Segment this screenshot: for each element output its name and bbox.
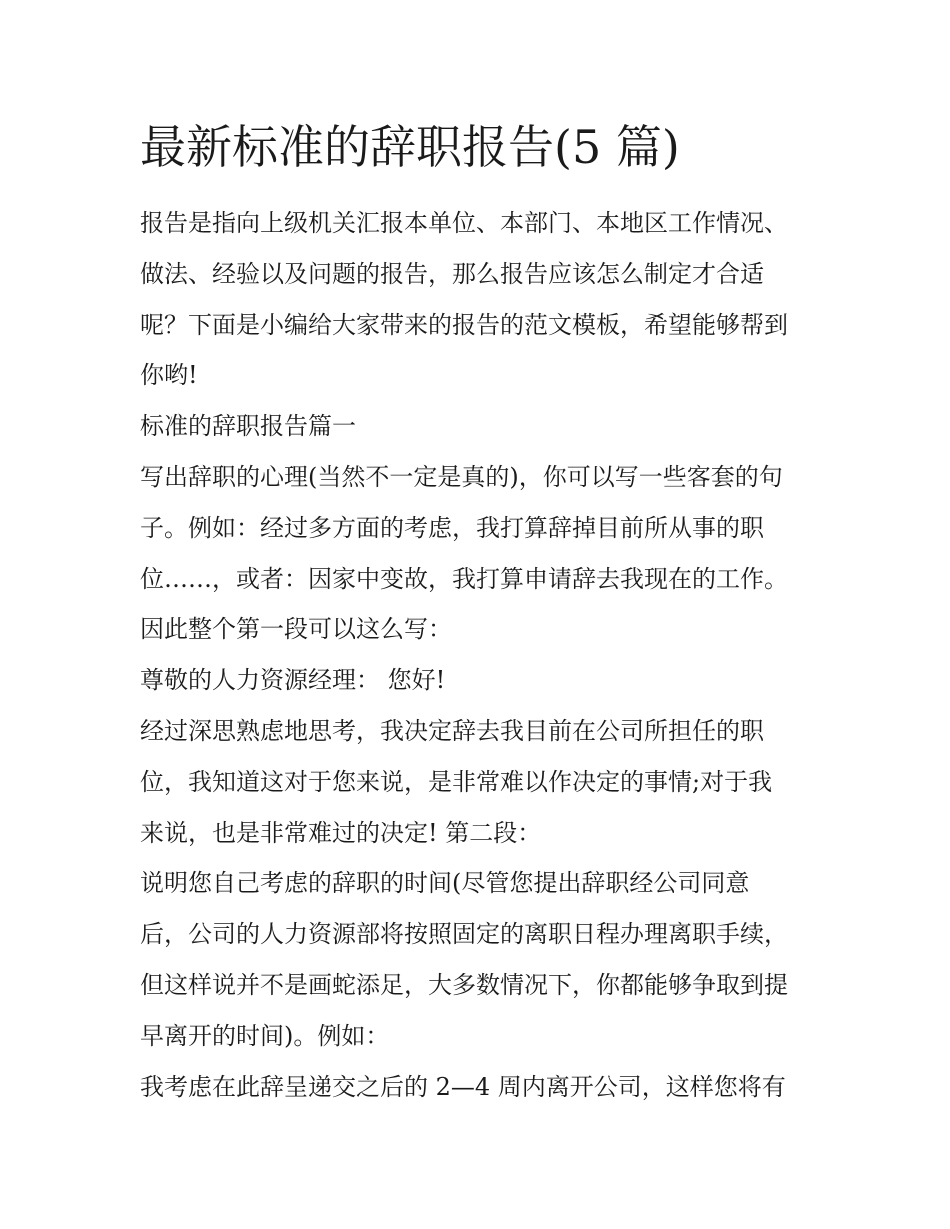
body-line-16: 但这样说并不是画蛇添足，大多数情况下，你都能够争取到提 (140, 970, 788, 999)
body-line-8: 位……，或者：因家中变故，我打算申请辞去我现在的工作。 (140, 564, 788, 593)
body-line-15: 后，公司的人力资源部将按照固定的离职日程办理离职手续， (140, 920, 788, 949)
section-heading: 标准的辞职报告篇一 (140, 412, 356, 441)
body-line-17: 早离开的时间)。例如： (140, 1021, 390, 1050)
body-line-18: 我考虑在此辞呈递交之后的 2—4 周内离开公司，这样您将有 (140, 1072, 786, 1101)
body-line-2: 做法、经验以及问题的报告，那么报告应该怎么制定才合适 (140, 259, 764, 288)
document-body (140, 198, 820, 1112)
body-line-14: 说明您自己考虑的辞职的时间(尽管您提出辞职经公司同意 (140, 869, 750, 898)
document-title: 最新标准的辞职报告(5 篇) (140, 120, 680, 174)
body-line-6: 写出辞职的心理(当然不一定是真的)，你可以写一些客套的句 (140, 462, 783, 491)
body-line-3: 呢？下面是小编给大家带来的报告的范文模板，希望能够帮到 (140, 310, 788, 339)
body-line-7: 子。例如：经过多方面的考虑，我打算辞掉目前所从事的职 (140, 513, 764, 542)
body-line-11: 经过深思熟虑地思考，我决定辞去我目前在公司所担任的职 (140, 716, 764, 745)
body-line-13: 来说，也是非常难过的决定! 第二段： (140, 818, 542, 847)
body-line-1: 报告是指向上级机关汇报本单位、本部门、本地区工作情况、 (140, 209, 788, 237)
salutation-line: 尊敬的人力资源经理： 您好! (140, 666, 446, 695)
body-line-9: 因此整个第一段可以这么写： (140, 615, 452, 644)
body-line-4: 你哟! (140, 361, 198, 390)
body-line-12: 位，我知道这对于您来说，是非常难以作决定的事情;对于我 (140, 767, 773, 796)
